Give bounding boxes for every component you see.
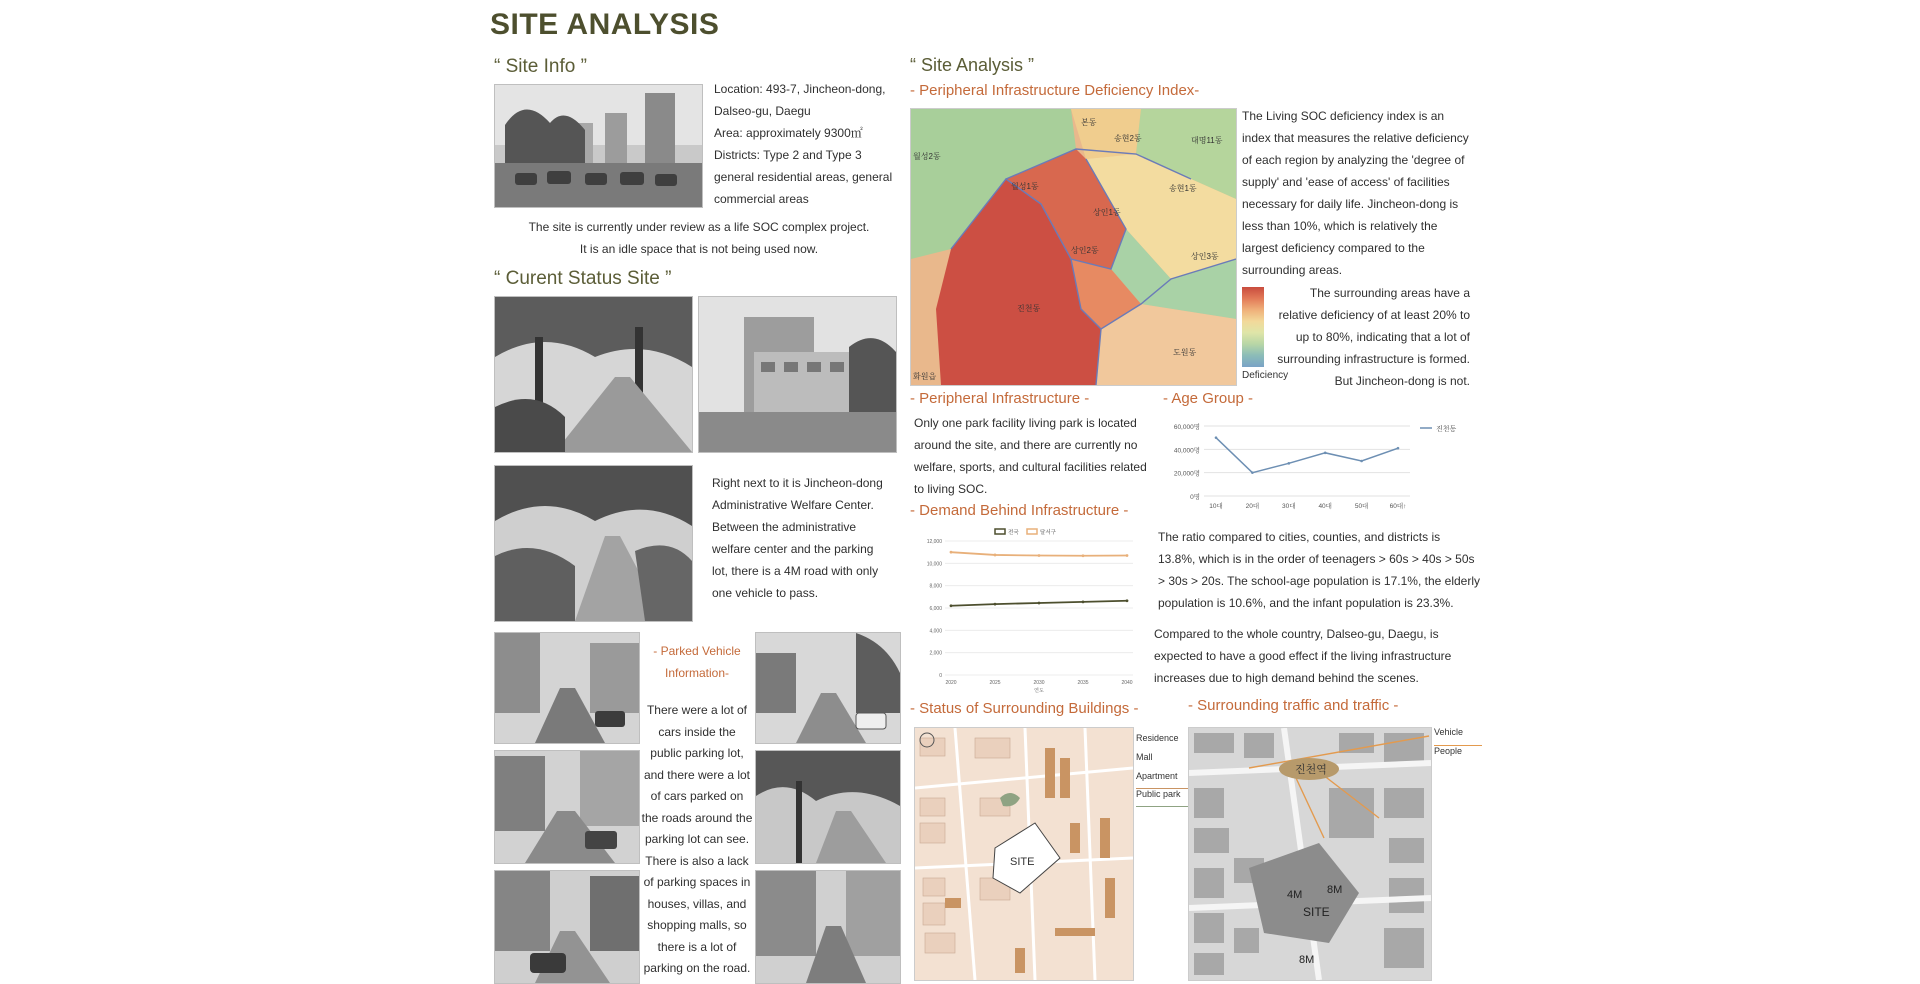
- age-x-tick: 50대: [1354, 503, 1369, 510]
- compare-line-2: expected to have a good effect if the living infrastructure: [1154, 649, 1452, 663]
- compare-line-3: increases due to high demand behind the scenes.: [1154, 671, 1419, 685]
- age-x-tick: 60대↑: [1389, 503, 1407, 510]
- deficiency-line-8: surrounding areas.: [1242, 263, 1343, 277]
- site-note-2: It is an idle space that is not being used now.: [579, 242, 819, 256]
- legend-apartment: Apartment: [1136, 771, 1188, 789]
- map-label-sangin1: 상인1동: [1093, 208, 1121, 217]
- age-line-1: The ratio compared to cities, counties, and districts is: [1158, 530, 1441, 544]
- site-analysis-heading: “ Site Analysis ”: [910, 55, 1035, 75]
- parked-line-8: There is also a lack: [645, 853, 749, 868]
- peripheral-line-4: to living SOC.: [914, 482, 988, 496]
- age-y-tick: 0명: [1190, 494, 1200, 501]
- welfare-line-1: Right next to it is Jincheon-dong: [712, 476, 883, 490]
- parked-line-12: there is a lot of: [657, 939, 737, 954]
- age-point: [1397, 447, 1400, 450]
- demand-point: [1126, 554, 1129, 557]
- map-label-wolseong2: 월성2동: [913, 152, 941, 161]
- deficiency-line-1: The Living SOC deficiency index is an: [1242, 109, 1445, 123]
- surround-text: [1270, 282, 1470, 392]
- age-point: [1360, 460, 1363, 463]
- peripheral-line-1: Only one park facility living park is located: [914, 416, 1137, 430]
- legend-people: People: [1434, 746, 1463, 756]
- peripheral-text: [914, 412, 1174, 500]
- deficiency-line-4: supply' and 'ease of access' of facilities: [1242, 175, 1450, 189]
- welfare-line-6: one vehicle to pass.: [712, 586, 819, 600]
- parked-heading: [645, 640, 749, 684]
- demand-legend-swatch: [1027, 529, 1037, 534]
- welfare-line-2: Administrative Welfare Center.: [712, 498, 874, 512]
- demand-chart: [915, 525, 1140, 695]
- welfare-line-5: lot, there is a 4M road with only: [712, 564, 879, 578]
- parked-text: [639, 700, 755, 980]
- age-point: [1288, 462, 1291, 465]
- age-chart: [1160, 412, 1475, 522]
- demand-y-tick: 2,000: [929, 650, 942, 657]
- parked-line-4: and there were a lot: [643, 767, 751, 782]
- age-series-line: [1216, 438, 1398, 473]
- map-label-songhyeon2: 송현2동: [1114, 134, 1142, 143]
- road-label-8m-1: 8M: [1327, 884, 1343, 896]
- traffic-legend: [1434, 727, 1482, 764]
- buildings-site-label: SITE: [1010, 856, 1035, 868]
- demand-point: [1082, 600, 1085, 603]
- parked-heading-1: - Parked Vehicle: [653, 644, 741, 658]
- surround-line-2: relative deficiency of at least 20% to: [1278, 308, 1470, 322]
- parked-line-11: shopping malls, so: [647, 918, 747, 932]
- deficiency-text: [1242, 105, 1482, 281]
- surround-line-5: But Jincheon-dong is not.: [1334, 374, 1470, 388]
- deficiency-legend-label: Deficiency: [1242, 370, 1289, 381]
- demand-point: [1038, 602, 1041, 605]
- age-y-tick: 60,000명: [1173, 424, 1200, 431]
- parked-line-6: the roads around the: [641, 810, 753, 825]
- traffic-map: [1188, 727, 1432, 981]
- parked-photo-1: [494, 632, 640, 744]
- demand-x-tick: 2030: [1033, 680, 1045, 686]
- deficiency-line-7: largest deficiency compared to the: [1242, 241, 1425, 255]
- demand-point: [1126, 599, 1129, 602]
- map-label-hwawon: 화원읍: [913, 372, 937, 381]
- demand-point: [950, 604, 953, 607]
- demand-x-tick: 2025: [989, 680, 1001, 686]
- parked-heading-2: Information-: [664, 666, 730, 680]
- parked-line-13: parking on the road.: [643, 961, 751, 975]
- compare-line-1: Compared to the whole country, Dalseo-gu, Daegu, is: [1154, 627, 1439, 641]
- demand-x-label: 연도: [1034, 688, 1044, 694]
- welfare-line-4: welfare center and the parking: [712, 542, 874, 556]
- parked-line-10: houses, villas, and: [647, 896, 747, 911]
- demand-point: [950, 551, 953, 554]
- parked-line-2: cars inside the: [658, 724, 736, 739]
- age-legend-label: 진천동: [1436, 426, 1457, 433]
- station-label: 진천역: [1295, 764, 1327, 776]
- deficiency-map: [910, 108, 1237, 386]
- map-label-daemyeong11: 대명11동: [1191, 136, 1223, 145]
- demand-point: [994, 603, 997, 606]
- districts-line-3: commercial areas: [714, 192, 809, 206]
- buildings-map: [914, 727, 1134, 981]
- age-text: [1158, 526, 1488, 614]
- deficiency-line-5: necessary for daily life. Jincheon-dong is: [1242, 197, 1459, 211]
- parked-line-7: parking lot can see.: [644, 832, 750, 846]
- age-x-tick: 40대: [1318, 503, 1332, 510]
- surround-line-4: surrounding infrastructure is formed.: [1277, 352, 1470, 366]
- demand-x-tick: 2020: [945, 680, 957, 686]
- districts-line-1: Districts: Type 2 and Type 3: [714, 148, 862, 162]
- age-y-tick: 20,000명: [1173, 470, 1200, 478]
- legend-mall: Mall: [1136, 752, 1188, 771]
- age-line-2: 13.8%, which is in the order of teenagers > 60s > 40s > 50s: [1158, 552, 1475, 566]
- legend-residence: Residence: [1136, 733, 1188, 752]
- site-info-text: [714, 78, 914, 210]
- demand-y-tick: 6,000: [929, 606, 942, 612]
- age-heading: - Age Group -: [1163, 390, 1254, 407]
- surround-line-1: The surrounding areas have a: [1309, 286, 1470, 300]
- traffic-site-label: SITE: [1303, 905, 1330, 919]
- demand-x-tick: 2040: [1121, 680, 1133, 686]
- welfare-line-3: Between the administrative: [712, 520, 857, 534]
- road-label-4m: 4M: [1287, 889, 1303, 901]
- legend-public-park: Public park: [1136, 789, 1188, 807]
- compare-text: [1154, 623, 1484, 689]
- traffic-heading: - Surrounding traffic and traffic -: [1188, 697, 1399, 714]
- parked-line-9: of parking spaces in: [643, 875, 751, 889]
- deficiency-line-2: index that measures the relative deficiency: [1242, 131, 1469, 145]
- parked-photo-6: [755, 870, 901, 984]
- parked-photo-2: [494, 750, 640, 864]
- demand-point: [994, 554, 997, 557]
- demand-y-tick: 8,000: [929, 583, 942, 590]
- deficiency-line-3: of each region by analyzing the 'degree of: [1242, 153, 1465, 167]
- parked-line-3: public parking lot,: [650, 746, 744, 760]
- area-line: Area: approximately 9300㎡: [714, 126, 863, 140]
- current-status-heading: “ Curent Status Site ”: [494, 268, 672, 289]
- age-y-tick: 40,000명: [1173, 447, 1200, 455]
- demand-legend-label: 달서구: [1040, 530, 1056, 536]
- deficiency-heading: - Peripheral Infrastructure Deficiency Index-: [910, 82, 1200, 99]
- site-note-1: The site is currently under review as a life SOC complex project.: [528, 220, 870, 234]
- demand-heading: - Demand Behind Infrastructure -: [910, 502, 1129, 519]
- status-photo-1: [494, 296, 693, 453]
- demand-point: [1038, 554, 1041, 557]
- map-label-jincheon: 진천동: [1017, 304, 1041, 313]
- demand-y-tick: 12,000: [926, 539, 942, 545]
- demand-point: [1082, 554, 1085, 557]
- map-label-dowon: 도원동: [1173, 348, 1197, 357]
- demand-y-tick: 0: [939, 673, 942, 679]
- parked-photo-4: [755, 632, 901, 744]
- demand-x-tick: 2035: [1077, 680, 1089, 686]
- deficiency-legend: [1242, 287, 1264, 367]
- map-label-sangin2: 상인2동: [1071, 246, 1099, 255]
- legend-vehicle: Vehicle: [1434, 727, 1482, 746]
- buildings-legend: [1136, 733, 1188, 807]
- page-title: SITE ANALYSIS: [490, 8, 720, 41]
- parked-photo-3: [494, 870, 640, 984]
- status-photo-2: [698, 296, 897, 453]
- parked-photo-5: [755, 750, 901, 864]
- districts-line-2: general residential areas, general: [714, 170, 893, 184]
- age-point: [1251, 471, 1254, 474]
- age-line-3: > 30s > 20s. The school-age population is 17.1%, the elderly: [1158, 574, 1480, 588]
- age-x-tick: 10대: [1209, 503, 1223, 510]
- demand-y-tick: 10,000: [926, 561, 942, 568]
- site-note: [494, 216, 904, 260]
- age-point: [1215, 436, 1218, 439]
- map-label-sangin3: 상인3동: [1191, 252, 1219, 261]
- age-point: [1324, 452, 1327, 455]
- demand-y-tick: 4,000: [929, 628, 942, 635]
- map-label-songhyeon1: 송현1동: [1169, 184, 1197, 193]
- surround-line-3: up to 80%, indicating that a lot of: [1295, 330, 1470, 344]
- age-x-tick: 30대: [1282, 503, 1296, 510]
- site-info-heading: “ Site Info ”: [494, 56, 587, 77]
- demand-legend-label: 전국: [1008, 530, 1019, 536]
- location-line-1: Location: 493-7, Jincheon-dong,: [714, 82, 886, 96]
- demand-legend-swatch: [995, 529, 1005, 534]
- peripheral-line-3: welfare, sports, and cultural facilities related: [914, 460, 1147, 474]
- parked-line-1: There were a lot of: [646, 703, 748, 717]
- buildings-heading: - Status of Surrounding Buildings -: [910, 700, 1139, 717]
- welfare-text: [712, 472, 902, 604]
- map-label-wolseong1: 월성1동: [1011, 182, 1039, 191]
- location-line-2: Dalseo-gu, Daegu: [714, 104, 811, 118]
- age-x-tick: 20대: [1245, 503, 1260, 510]
- map-label-bondong: 본동: [1081, 118, 1097, 127]
- welfare-road-photo: [494, 465, 693, 622]
- age-line-4: population is 10.6%, and the infant population is 23.3%.: [1158, 596, 1454, 610]
- parked-line-5: of cars parked on: [650, 789, 744, 803]
- peripheral-line-2: around the site, and there are currently no: [914, 438, 1138, 452]
- road-label-8m-2: 8M: [1299, 954, 1315, 966]
- deficiency-line-6: less than 10%, which is relatively the: [1242, 219, 1438, 233]
- site-photo: [494, 84, 703, 208]
- peripheral-heading: - Peripheral Infrastructure -: [910, 390, 1090, 407]
